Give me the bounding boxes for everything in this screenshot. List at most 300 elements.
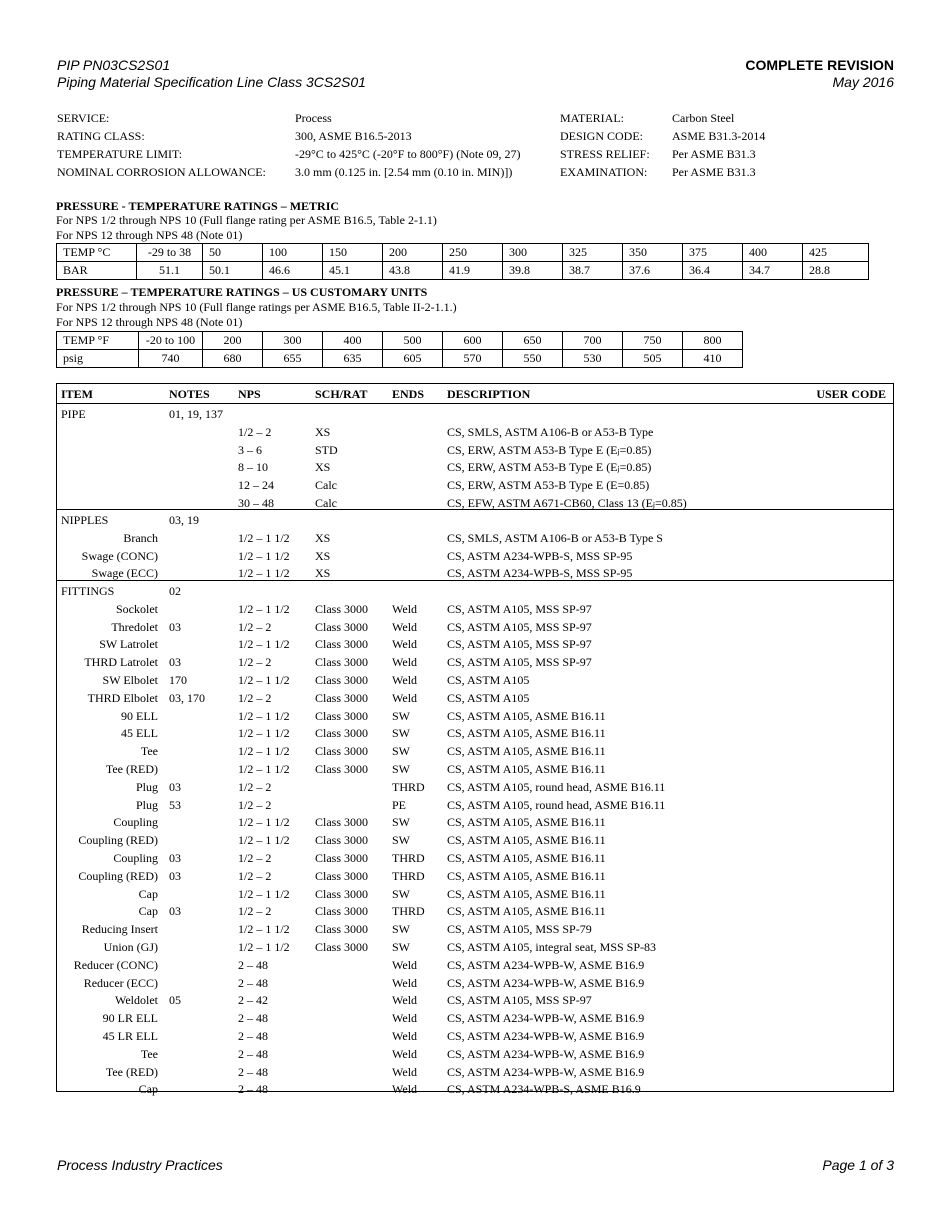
column-header-item: ITEM <box>61 387 94 401</box>
info-label: RATING CLASS: <box>57 129 145 143</box>
nps-cell: 1/2 – 1 1/2 <box>238 601 290 616</box>
ends-cell: Weld <box>392 1082 418 1097</box>
table-cell: 570 <box>443 350 503 368</box>
info-labels-left <box>57 109 266 181</box>
us-note-2: For NPS 12 through NPS 48 (Note 01) <box>56 315 243 329</box>
description-cell: CS, ASTM A105, integral seat, MSS SP-83 <box>447 940 657 954</box>
item-cell: Coupling <box>113 815 158 830</box>
nps-cell: 1/2 – 2 <box>238 655 272 670</box>
description-cell: CS, ASTM A234-WPB-W, ASME B16.9 <box>447 1046 645 1061</box>
description-cell: CS, ASTM A234-WPB-W, ASME B16.9 <box>447 975 645 990</box>
nps-cell: 1/2 – 1 1/2 <box>238 940 290 954</box>
table-cell: -20 to 100 <box>139 332 203 350</box>
ends-cell: SW <box>392 922 410 937</box>
table-cell: 46.6 <box>263 262 323 280</box>
table-cell: 51.1 <box>137 262 203 280</box>
nps-cell: 2 – 48 <box>238 975 268 990</box>
nps-cell: 1/2 – 1 1/2 <box>238 922 290 937</box>
notes-cell: 53 <box>169 797 181 812</box>
group-notes: 03, 19 <box>169 513 199 527</box>
info-values-left <box>295 109 521 181</box>
table-cell: 34.7 <box>743 262 803 280</box>
ends-cell: SW <box>392 940 410 954</box>
table-row <box>57 442 893 460</box>
group-notes: 02 <box>169 584 181 598</box>
table-row <box>57 886 893 904</box>
table-cell: 680 <box>203 350 263 368</box>
column-header-notes: NOTES <box>169 387 210 401</box>
table-row <box>57 619 893 637</box>
nps-cell: 1/2 – 1 1/2 <box>238 530 290 545</box>
table-cell: 740 <box>139 350 203 368</box>
description-cell: CS, ASTM A234-WPB-W, ASME B16.9 <box>447 1011 645 1026</box>
group-label: PIPE <box>61 407 86 421</box>
column-header-ends: ENDS <box>392 387 425 401</box>
table-cell: 39.8 <box>503 262 563 280</box>
ends-cell: Weld <box>392 619 418 634</box>
item-cell: Reducer (ECC) <box>83 975 158 990</box>
nps-cell: 1/2 – 1 1/2 <box>238 708 290 723</box>
description-cell: CS, ASTM A105 <box>447 690 530 705</box>
info-value: 3.0 mm (0.125 in. [2.54 mm (0.10 in. MIN)]) <box>295 165 513 179</box>
description-cell: CS, ASTM A234-WPB-W, ASME B16.9 <box>447 1064 645 1079</box>
description-cell: CS, ASTM A105, MSS SP-97 <box>447 637 592 652</box>
ends-cell: Weld <box>392 673 418 687</box>
notes-cell: 03, 170 <box>169 690 205 705</box>
ends-cell: Weld <box>392 975 418 990</box>
sch-cell: XS <box>315 548 331 563</box>
info-value: ASME B31.3-2014 <box>672 129 766 143</box>
description-cell: CS, ASTM A105, ASME B16.11 <box>447 868 606 883</box>
table-row <box>57 725 893 743</box>
item-cell: SW Elbolet <box>102 673 158 687</box>
table-row <box>57 459 893 477</box>
table-row <box>57 850 893 868</box>
table-cell: 300 <box>263 332 323 350</box>
us-psig-row <box>57 350 743 368</box>
description-cell: CS, ASTM A105 <box>447 673 530 687</box>
table-cell: 200 <box>383 244 443 262</box>
nps-cell: 1/2 – 1 1/2 <box>238 726 290 741</box>
ends-cell: Weld <box>392 1046 418 1061</box>
nps-cell: 1/2 – 2 <box>238 619 272 634</box>
table-cell: 700 <box>563 332 623 350</box>
table-cell: 50 <box>203 244 263 262</box>
table-row <box>57 672 893 690</box>
table-row <box>57 690 893 708</box>
table-cell: 37.6 <box>623 262 683 280</box>
table-cell: 410 <box>683 350 743 368</box>
table-cell: 605 <box>383 350 443 368</box>
us-temp-row <box>57 332 743 350</box>
item-cell: 90 LR ELL <box>102 1011 158 1026</box>
table-cell: BAR <box>57 262 137 280</box>
item-cell: Reducing Insert <box>81 922 158 937</box>
item-cell: THRD Elbolet <box>87 690 158 705</box>
table-row <box>57 548 893 566</box>
group-label-row <box>57 512 893 530</box>
metric-ratings-table <box>56 243 869 280</box>
group-notes: 01, 19, 137 <box>169 407 223 421</box>
ends-cell: Weld <box>392 957 418 972</box>
table-cell: -29 to 38 <box>137 244 203 262</box>
nps-cell: 8 – 10 <box>238 460 268 475</box>
table-row <box>57 797 893 815</box>
table-cell: 600 <box>443 332 503 350</box>
notes-cell: 05 <box>169 993 181 1008</box>
table-row <box>57 1046 893 1064</box>
group-nipples <box>57 509 893 581</box>
item-cell: Thredolet <box>111 619 158 634</box>
item-cell: Plug <box>135 779 158 794</box>
nps-cell: 1/2 – 1 1/2 <box>238 673 290 687</box>
nps-cell: 1/2 – 2 <box>238 797 272 812</box>
item-cell: Coupling <box>113 851 158 865</box>
group-label-row <box>57 583 893 601</box>
nps-cell: 12 – 24 <box>238 478 274 493</box>
ends-cell: Weld <box>392 637 418 652</box>
item-cell: Swage (ECC) <box>91 566 158 581</box>
nps-cell: 1/2 – 2 <box>238 904 272 919</box>
table-row <box>57 477 893 495</box>
ends-cell: SW <box>392 833 410 848</box>
info-value: Per ASME B31.3 <box>672 147 756 161</box>
ends-cell: SW <box>392 744 410 759</box>
description-cell: CS, ASTM A105, MSS SP-97 <box>447 993 592 1008</box>
sch-cell: Class 3000 <box>315 619 369 634</box>
us-ratings-title: PRESSURE – TEMPERATURE RATINGS – US CUSTOMARY UNITS <box>56 285 428 299</box>
table-cell: 300 <box>503 244 563 262</box>
table-cell: 43.8 <box>383 262 443 280</box>
description-cell: CS, ASTM A105, ASME B16.11 <box>447 815 606 830</box>
ends-cell: SW <box>392 726 410 741</box>
ends-cell: THRD <box>392 904 425 919</box>
table-cell: 100 <box>263 244 323 262</box>
description-cell: CS, ERW, ASTM A53-B Type E (Eⱼ=0.85) <box>447 442 652 457</box>
sch-cell: Class 3000 <box>315 708 369 723</box>
page-number: Page 1 of 3 <box>822 1157 894 1173</box>
nps-cell: 1/2 – 2 <box>238 424 272 439</box>
description-cell: CS, ASTM A105, ASME B16.11 <box>447 851 606 865</box>
nps-cell: 30 – 48 <box>238 496 274 510</box>
nps-cell: 1/2 – 1 1/2 <box>238 815 290 830</box>
table-cell: 250 <box>443 244 503 262</box>
description-cell: CS, EFW, ASTM A671-CB60, Class 13 (Eⱼ=0.85) <box>447 496 687 510</box>
sch-cell: Class 3000 <box>315 690 369 705</box>
nps-cell: 2 – 48 <box>238 1029 268 1043</box>
sch-cell: STD <box>315 442 338 457</box>
ends-cell: SW <box>392 708 410 723</box>
sch-cell: Class 3000 <box>315 673 369 687</box>
ends-cell: SW <box>392 762 410 776</box>
sch-cell: Class 3000 <box>315 868 369 883</box>
nps-cell: 2 – 48 <box>238 1064 268 1079</box>
ends-cell: THRD <box>392 868 425 883</box>
info-label: MATERIAL: <box>560 111 624 125</box>
table-cell: TEMP °C <box>57 244 137 262</box>
sch-cell: XS <box>315 460 331 475</box>
description-cell: CS, SMLS, ASTM A106-B or A53-B Type S <box>447 530 663 545</box>
sch-cell: Class 3000 <box>315 833 369 848</box>
revision-block <box>745 57 894 91</box>
description-cell: CS, ASTM A105, ASME B16.11 <box>447 886 606 901</box>
table-cell: 635 <box>323 350 383 368</box>
info-label: NOMINAL CORROSION ALLOWANCE: <box>57 165 266 179</box>
nps-cell: 1/2 – 1 1/2 <box>238 744 290 759</box>
nps-cell: 1/2 – 1 1/2 <box>238 833 290 848</box>
table-cell: 41.9 <box>443 262 503 280</box>
notes-cell: 03 <box>169 851 181 865</box>
item-cell: 90 ELL <box>121 708 158 723</box>
document-header <box>57 57 366 91</box>
description-cell: CS, ERW, ASTM A53-B Type E (Eⱼ=0.85) <box>447 460 652 475</box>
metric-note-2: For NPS 12 through NPS 48 (Note 01) <box>56 228 243 242</box>
table-cell: 350 <box>623 244 683 262</box>
table-cell: 36.4 <box>683 262 743 280</box>
description-cell: CS, ASTM A234-WPB-S, MSS SP-95 <box>447 548 633 563</box>
sch-cell: Class 3000 <box>315 637 369 652</box>
item-cell: Sockolet <box>116 601 158 616</box>
table-row <box>57 743 893 761</box>
description-cell: CS, ASTM A105, ASME B16.11 <box>447 726 606 741</box>
sch-cell: Class 3000 <box>315 744 369 759</box>
table-cell: 50.1 <box>203 262 263 280</box>
sch-cell: Class 3000 <box>315 726 369 741</box>
table-row <box>57 975 893 993</box>
table-cell: 45.1 <box>323 262 383 280</box>
table-cell: 325 <box>563 244 623 262</box>
info-value: Per ASME B31.3 <box>672 165 756 179</box>
ends-cell: THRD <box>392 779 425 794</box>
info-value: -29°C to 425°C (-20°F to 800°F) (Note 09, 27) <box>295 147 521 161</box>
table-cell: 38.7 <box>563 262 623 280</box>
table-row <box>57 761 893 779</box>
table-row <box>57 601 893 619</box>
sch-cell: Class 3000 <box>315 601 369 616</box>
item-cell: Plug <box>135 797 158 812</box>
nps-cell: 1/2 – 2 <box>238 690 272 705</box>
ends-cell: SW <box>392 815 410 830</box>
table-cell: 400 <box>323 332 383 350</box>
revision-label: COMPLETE REVISION <box>745 57 894 73</box>
table-cell: 375 <box>683 244 743 262</box>
table-row <box>57 832 893 850</box>
table-row <box>57 903 893 921</box>
table-row <box>57 1028 893 1046</box>
description-cell: CS, ERW, ASTM A53-B Type E (E=0.85) <box>447 478 650 493</box>
nps-cell: 2 – 48 <box>238 1082 268 1097</box>
info-value: Carbon Steel <box>672 111 735 125</box>
group-label: NIPPLES <box>61 513 109 527</box>
description-cell: CS, ASTM A105, ASME B16.11 <box>447 833 606 848</box>
info-values-right <box>672 109 765 181</box>
column-header-nps: NPS <box>238 387 261 401</box>
notes-cell: 03 <box>169 904 181 919</box>
ends-cell: Weld <box>392 1011 418 1026</box>
description-cell: CS, ASTM A105, MSS SP-97 <box>447 619 592 634</box>
sch-cell: XS <box>315 424 331 439</box>
table-row <box>57 708 893 726</box>
description-cell: CS, ASTM A105, MSS SP-79 <box>447 922 592 937</box>
description-cell: CS, SMLS, ASTM A106-B or A53-B Type <box>447 424 654 439</box>
nps-cell: 1/2 – 1 1/2 <box>238 566 290 581</box>
table-cell: psig <box>57 350 139 368</box>
table-row <box>57 868 893 886</box>
item-cell: Branch <box>123 530 158 545</box>
item-cell: SW Latrolet <box>99 637 158 652</box>
info-label: DESIGN CODE: <box>560 129 643 143</box>
ends-cell: Weld <box>392 690 418 705</box>
ends-cell: Weld <box>392 655 418 670</box>
table-cell: 655 <box>263 350 323 368</box>
description-cell: CS, ASTM A105, ASME B16.11 <box>447 904 606 919</box>
description-cell: CS, ASTM A105, ASME B16.11 <box>447 744 606 759</box>
us-ratings-table <box>56 331 743 368</box>
ends-cell: PE <box>392 797 407 812</box>
ends-cell: Weld <box>392 601 418 616</box>
metric-ratings-title: PRESSURE - TEMPERATURE RATINGS – METRIC <box>56 199 340 213</box>
item-cell: Tee (RED) <box>105 762 158 776</box>
sch-cell: XS <box>315 530 331 545</box>
info-label: TEMPERATURE LIMIT: <box>57 147 183 161</box>
table-row <box>57 654 893 672</box>
ends-cell: SW <box>392 886 410 901</box>
ends-cell: Weld <box>392 1029 418 1043</box>
metric-bar-row <box>57 262 869 280</box>
item-cell: Cap <box>138 1082 158 1097</box>
sch-cell: Class 3000 <box>315 886 369 901</box>
description-cell: CS, ASTM A105, ASME B16.11 <box>447 762 606 776</box>
table-cell: 800 <box>683 332 743 350</box>
description-cell: CS, ASTM A234-WPB-S, MSS SP-95 <box>447 566 633 581</box>
item-cell: 45 ELL <box>121 726 158 741</box>
nps-cell: 1/2 – 1 1/2 <box>238 762 290 776</box>
metric-temp-row <box>57 244 869 262</box>
nps-cell: 1/2 – 1 1/2 <box>238 886 290 901</box>
description-cell: CS, ASTM A234-WPB-W, ASME B16.9 <box>447 1029 645 1043</box>
notes-cell: 03 <box>169 779 181 794</box>
table-row <box>57 530 893 548</box>
notes-cell: 03 <box>169 868 181 883</box>
item-cell: Swage (CONC) <box>81 548 158 563</box>
column-header-user-code: USER CODE <box>816 387 886 401</box>
item-cell: Coupling (RED) <box>78 833 158 848</box>
description-cell: CS, ASTM A105, MSS SP-97 <box>447 601 592 616</box>
nps-cell: 3 – 6 <box>238 442 262 457</box>
info-labels-right <box>560 109 650 181</box>
table-cell: 425 <box>803 244 869 262</box>
info-value: 300, ASME B16.5-2013 <box>295 129 412 143</box>
table-row <box>57 939 893 957</box>
table-row <box>57 636 893 654</box>
sch-cell: XS <box>315 566 331 581</box>
description-cell: CS, ASTM A105, ASME B16.11 <box>447 708 606 723</box>
description-cell: CS, ASTM A105, round head, ASME B16.11 <box>447 797 666 812</box>
column-header-sch-rat: SCH/RAT <box>315 387 368 401</box>
sch-cell: Class 3000 <box>315 851 369 865</box>
table-row <box>57 424 893 442</box>
sch-cell: Calc <box>315 478 337 493</box>
ends-cell: Weld <box>392 1064 418 1079</box>
ends-cell: Weld <box>392 993 418 1008</box>
info-label: STRESS RELIEF: <box>560 147 650 161</box>
table-cell: 150 <box>323 244 383 262</box>
sch-cell: Class 3000 <box>315 940 369 954</box>
item-cell: Cap <box>138 886 158 901</box>
item-cell: Tee <box>140 744 158 759</box>
notes-cell: 03 <box>169 619 181 634</box>
us-note-1: For NPS 1/2 through NPS 10 (Full flange ratings per ASME B16.5, Table II-2-1.1.) <box>56 300 457 314</box>
sch-cell: Class 3000 <box>315 815 369 830</box>
table-row <box>57 992 893 1010</box>
table-cell: 750 <box>623 332 683 350</box>
table-row <box>57 814 893 832</box>
nps-cell: 2 – 48 <box>238 1011 268 1026</box>
table-row <box>57 1064 893 1082</box>
table-row <box>57 1010 893 1028</box>
nps-cell: 1/2 – 1 1/2 <box>238 637 290 652</box>
description-cell: CS, ASTM A105, round head, ASME B16.11 <box>447 779 666 794</box>
group-fittings <box>57 580 893 1097</box>
table-cell: 650 <box>503 332 563 350</box>
item-cell: Coupling (RED) <box>78 868 158 883</box>
item-cell: 45 LR ELL <box>102 1029 158 1043</box>
item-cell: Weldolet <box>114 993 158 1008</box>
notes-cell: 03 <box>169 655 181 670</box>
table-cell: TEMP °F <box>57 332 139 350</box>
description-cell: CS, ASTM A234-WPB-W, ASME B16.9 <box>447 957 645 972</box>
group-label: FITTINGS <box>61 584 115 598</box>
nps-cell: 2 – 42 <box>238 993 268 1008</box>
table-cell: 505 <box>623 350 683 368</box>
item-cell: Tee <box>140 1046 158 1061</box>
table-row <box>57 921 893 939</box>
notes-cell: 170 <box>169 673 187 687</box>
table-cell: 28.8 <box>803 262 869 280</box>
item-cell: THRD Latrolet <box>84 655 158 670</box>
footer-publisher: Process Industry Practices <box>57 1157 223 1173</box>
item-cell: Cap <box>138 904 158 919</box>
table-cell: 400 <box>743 244 803 262</box>
nps-cell: 2 – 48 <box>238 1046 268 1061</box>
metric-note-1: For NPS 1/2 through NPS 10 (Full flange rating per ASME B16.5, Table 2-1.1) <box>56 213 437 227</box>
items-table <box>56 383 894 1097</box>
sch-cell: Calc <box>315 496 337 510</box>
item-cell: Reducer (CONC) <box>73 957 158 972</box>
group-pipe <box>57 404 893 509</box>
table-cell: 500 <box>383 332 443 350</box>
table-cell: 200 <box>203 332 263 350</box>
sch-cell: Class 3000 <box>315 922 369 937</box>
table-row <box>57 957 893 975</box>
info-value: Process <box>295 111 332 125</box>
item-cell: Tee (RED) <box>105 1064 158 1079</box>
description-cell: CS, ASTM A234-WPB-S, ASME B16.9 <box>447 1082 641 1097</box>
doc-title: Piping Material Specification Line Class 3CS2S01 <box>57 74 366 90</box>
nps-cell: 1/2 – 1 1/2 <box>238 548 290 563</box>
item-cell: Union (GJ) <box>103 940 158 954</box>
items-table-header <box>57 384 893 404</box>
nps-cell: 1/2 – 2 <box>238 868 272 883</box>
nps-cell: 1/2 – 2 <box>238 851 272 865</box>
table-cell: 530 <box>563 350 623 368</box>
table-row <box>57 779 893 797</box>
column-header-description: DESCRIPTION <box>447 387 531 401</box>
table-row <box>57 1081 893 1099</box>
nps-cell: 2 – 48 <box>238 957 268 972</box>
group-label-row <box>57 406 893 424</box>
revision-date: May 2016 <box>832 74 894 90</box>
